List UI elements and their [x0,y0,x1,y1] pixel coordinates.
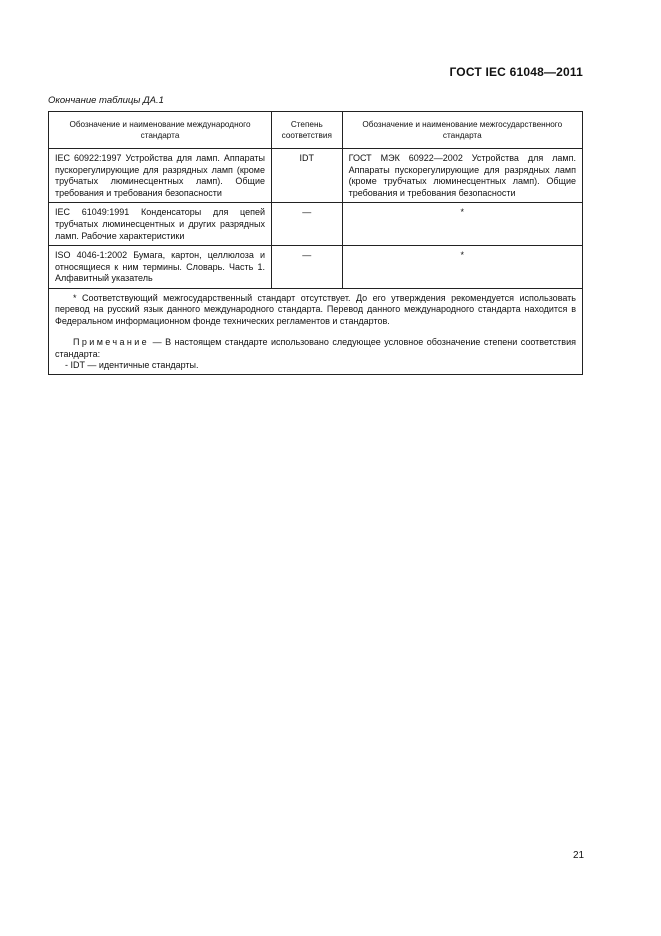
cell-degree: — [272,246,343,289]
column-header-international: Обозначение и наименование международного стандарта [49,112,272,149]
table-row [49,149,583,203]
cell-interstate: * [342,203,582,246]
correspondence-table [48,111,583,375]
note-list-item: - IDT — идентичные стандарты. [65,359,199,370]
table-row [49,203,583,246]
cell-international: ISO 4046-1:2002 Бумага, картон, целлюлоза и относящиеся к ним термины. Словарь. Часть 1. Алфавитный указатель [49,246,272,289]
table-header-row [49,112,583,149]
note-label: Примечание [73,337,150,348]
standard-code: ГОСТ IEC 61048—2011 [449,65,583,79]
cell-international: IEC 61049:1991 Конденсаторы для цепей трубчатых люминесцентных и других разрядных ламп. Рабочие характеристики [49,203,272,246]
note-text: — В настоящем стандарте использовано следующее условное обозначение степени соответствия стандарта: [55,337,576,359]
table-row [49,246,583,289]
table-footer-row [49,288,583,374]
table-footer [49,288,583,374]
page-number: 21 [573,850,585,861]
footnote: * Соответствующий межгосударственный стандарт отсутствует. До его утверждения рекомендуется использовать перевод на русский язык данного международного стандарта. Перевод данного международного стандарта находится в Федеральном информационном фонде технических регламентов и стандартов. [55,292,576,326]
note [55,337,576,360]
cell-interstate: * [342,246,582,289]
cell-degree: IDT [272,149,343,203]
table-caption: Окончание таблицы ДА.1 [48,95,164,106]
column-header-interstate: Обозначение и наименование межгосударственного стандарта [342,112,582,149]
column-header-degree: Степень соответствия [272,112,343,149]
cell-degree: — [272,203,343,246]
cell-international: IEC 60922:1997 Устройства для ламп. Аппараты пускорегулирующие для разрядных ламп (кроме трубчатых люминесцентных ламп). Общие требования и требования безопасности [49,149,272,203]
cell-interstate: ГОСТ МЭК 60922—2002 Устройства для ламп. Аппараты пускорегулирующие для разрядных ламп (кроме трубчатых люминесцентных ламп). Общие требования и требования безопасности [342,149,582,203]
